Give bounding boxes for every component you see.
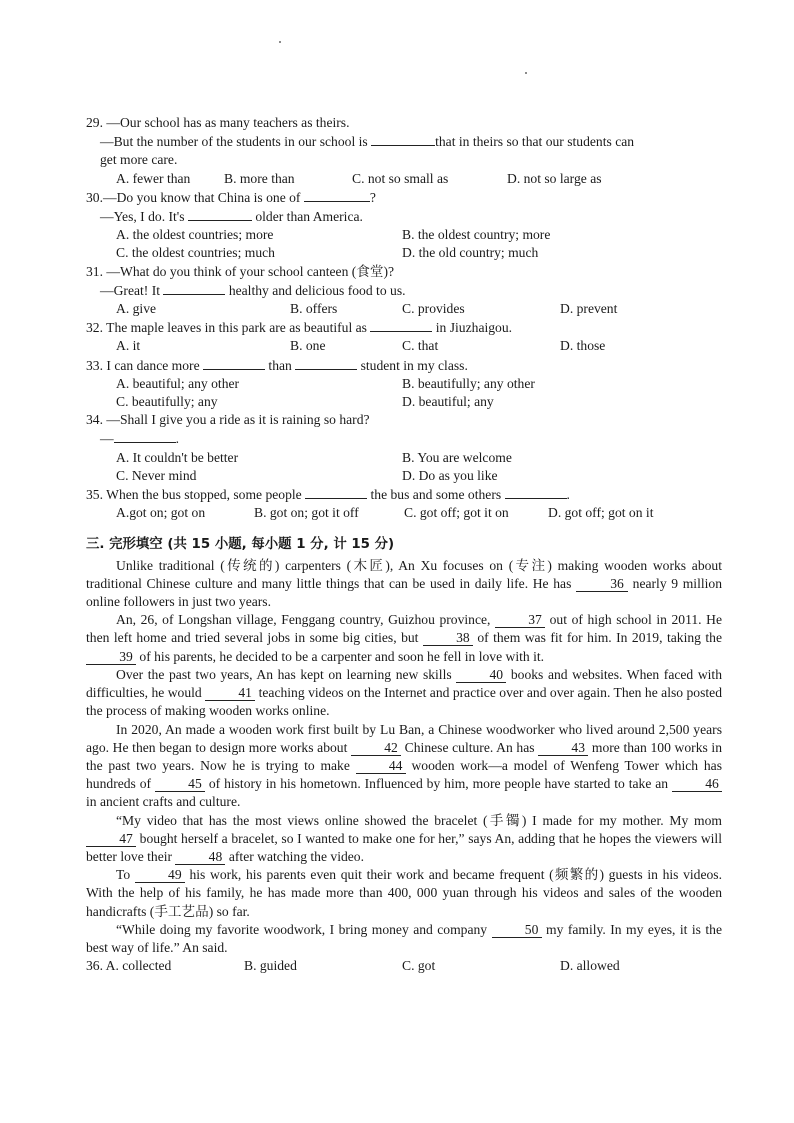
option-b[interactable]: B. beautifully; any other bbox=[402, 375, 535, 391]
answer-blank[interactable] bbox=[188, 207, 252, 221]
question-34-stem: 34. —Shall I give you a ride as it is raining so hard? bbox=[86, 412, 370, 428]
option-b[interactable]: B. offers bbox=[290, 301, 338, 317]
question-29-options bbox=[86, 170, 722, 188]
answer-blank[interactable] bbox=[203, 356, 265, 370]
option-d[interactable]: D. those bbox=[560, 338, 606, 354]
question-32-stem: 32. The maple leaves in this park are as beautiful as in Jiuzhaigou. bbox=[86, 320, 513, 336]
option-d[interactable]: D. allowed bbox=[560, 958, 620, 974]
option-a[interactable]: 36. A. collected bbox=[86, 958, 172, 974]
option-d[interactable]: D. beautiful; any bbox=[402, 394, 494, 410]
option-a[interactable]: A.got on; got on bbox=[116, 505, 206, 521]
section-heading: 三. 完形填空 (共 15 小题, 每小题 1 分, 计 15 分) bbox=[86, 537, 395, 553]
question-34-options-row1 bbox=[86, 449, 722, 467]
option-d[interactable]: D. not so large as bbox=[507, 170, 602, 186]
question-33-options-row2 bbox=[86, 393, 722, 411]
passage-paragraph: An, 26, of Longshan village, Fenggang country, Guizhou province, 37 out of high school in 2011. He then left home and tried several jobs in some big cities, but 38 of them was fit for him. In 2019, taking the 39 of his parents, he decided to be a carpenter and soon he fell in love with it. bbox=[86, 612, 722, 664]
answer-blank[interactable] bbox=[295, 356, 357, 370]
cloze-blank-38[interactable]: 38 bbox=[423, 631, 473, 646]
exam-page bbox=[86, 114, 722, 975]
question-31-options bbox=[86, 300, 722, 318]
answer-blank[interactable] bbox=[163, 281, 225, 295]
question-32-options bbox=[86, 337, 722, 355]
cloze-blank-42[interactable]: 42 bbox=[351, 741, 401, 756]
passage-paragraph: To 49 his work, his parents even quit their work and became frequent (频繁的) guests in his videos. With the help of his family, he has made more than 400, 000 yuan through his videos and sales of the wooden handicrafts (手工艺品) so far. bbox=[86, 867, 722, 919]
question-29-reply-cont: get more care. bbox=[100, 152, 178, 168]
option-c[interactable]: C. not so small as bbox=[352, 170, 449, 186]
option-c[interactable]: C. beautifully; any bbox=[116, 394, 218, 410]
question-34-options-row2 bbox=[86, 467, 722, 485]
answer-blank[interactable] bbox=[505, 485, 567, 499]
question-30-options-row2 bbox=[86, 244, 722, 262]
option-b[interactable]: B. You are welcome bbox=[402, 449, 512, 465]
cloze-blank-41[interactable]: 41 bbox=[205, 686, 255, 701]
passage-paragraph: Over the past two years, An has kept on learning new skills 40 books and websites. When faced with difficulties, he would 41 teaching videos on the Internet and practice over and over again. Then he also posted the process of making wooden works online. bbox=[86, 666, 723, 719]
question-36-options bbox=[86, 957, 722, 975]
option-d[interactable]: D. got off; got on it bbox=[548, 505, 654, 521]
question-30-stem: 30.—Do you know that China is one of ? bbox=[86, 189, 376, 205]
option-b[interactable]: B. guided bbox=[244, 958, 297, 974]
answer-blank[interactable] bbox=[114, 429, 176, 443]
answer-blank[interactable] bbox=[371, 132, 435, 146]
option-b[interactable]: B. the oldest country; more bbox=[402, 227, 551, 243]
option-b[interactable]: B. more than bbox=[224, 170, 295, 186]
option-a[interactable]: A. It couldn't be better bbox=[116, 449, 239, 465]
cloze-blank-49[interactable]: 49 bbox=[135, 868, 185, 883]
option-a[interactable]: A. it bbox=[116, 338, 141, 354]
option-c[interactable]: C. that bbox=[402, 338, 439, 354]
option-a[interactable]: A. beautiful; any other bbox=[116, 375, 240, 391]
answer-blank[interactable] bbox=[304, 188, 370, 202]
option-d[interactable]: D. prevent bbox=[560, 301, 618, 317]
question-29-reply: —But the number of the students in our school is that in theirs so that our students can bbox=[100, 134, 635, 150]
cloze-blank-40[interactable]: 40 bbox=[456, 668, 506, 683]
option-a[interactable]: A. fewer than bbox=[116, 170, 191, 186]
cloze-blank-43[interactable]: 43 bbox=[538, 741, 588, 756]
option-c[interactable]: C. Never mind bbox=[116, 467, 197, 483]
cloze-blank-50[interactable]: 50 bbox=[492, 923, 542, 938]
cloze-blank-44[interactable]: 44 bbox=[356, 759, 406, 774]
question-30-options-row1 bbox=[86, 226, 722, 244]
question-33-stem: 33. I can dance more than student in my class. bbox=[86, 357, 468, 373]
option-b[interactable]: B. one bbox=[290, 338, 326, 354]
option-c[interactable]: C. got bbox=[402, 958, 436, 974]
cloze-blank-48[interactable]: 48 bbox=[175, 850, 225, 865]
question-33-options-row1 bbox=[86, 375, 722, 393]
cloze-blank-45[interactable]: 45 bbox=[155, 777, 205, 792]
question-34-reply: — . bbox=[100, 431, 179, 447]
option-b[interactable]: B. got on; got it off bbox=[254, 505, 359, 521]
question-31-stem: 31. —What do you think of your school canteen (食堂)? bbox=[86, 263, 395, 279]
answer-blank[interactable] bbox=[305, 485, 367, 499]
option-a[interactable]: A. the oldest countries; more bbox=[116, 227, 274, 243]
option-d[interactable]: D. the old country; much bbox=[402, 245, 539, 261]
passage-paragraph: Unlike traditional (传统的) carpenters (木匠), An Xu focuses on (专注) making wooden works about traditional Chinese culture and many little things that can be used in daily life. He has 36 nearly 9 million online followers in just two years. bbox=[86, 557, 722, 610]
passage-paragraph: In 2020, An made a wooden work first built by Lu Ban, a Chinese woodworker who lived around 2,500 years ago. He then began to design more works about 42 Chinese culture. An has 43 more than 100 works in the past two years. Now he is trying to make 44 wooden work—a model of Wenfeng Tower which has hundreds of 45 of history in his hometown. Influenced by him, more people have started to take an 46 in ancient crafts and culture. bbox=[86, 721, 723, 810]
cloze-blank-36[interactable]: 36 bbox=[576, 577, 628, 592]
question-35-options bbox=[86, 504, 722, 522]
option-a[interactable]: A. give bbox=[116, 301, 157, 317]
cloze-blank-47[interactable]: 47 bbox=[86, 832, 136, 847]
option-c[interactable]: C. got off; got it on bbox=[404, 505, 509, 521]
question-29-stem: 29. —Our school has as many teachers as theirs. bbox=[86, 115, 350, 130]
scan-speck bbox=[279, 41, 281, 43]
option-c[interactable]: C. provides bbox=[402, 301, 465, 317]
question-30-reply: —Yes, I do. It's older than America. bbox=[100, 209, 363, 225]
option-c[interactable]: C. the oldest countries; much bbox=[116, 245, 275, 261]
answer-blank[interactable] bbox=[370, 318, 432, 332]
cloze-blank-39[interactable]: 39 bbox=[86, 650, 136, 665]
passage-paragraph: “While doing my favorite woodwork, I bring money and company 50 my family. In my eyes, it is the best way of life.” An said. bbox=[86, 921, 722, 955]
passage-paragraph: “My video that has the most views online showed the bracelet (手镯) I made for my mother. My mom 47 bought herself a bracelet, so I wanted to make one for her,” says An, adding that he hopes the viewers will better love their 48 after watching the video. bbox=[86, 812, 722, 864]
scan-speck bbox=[525, 72, 527, 74]
cloze-blank-46[interactable]: 46 bbox=[672, 777, 722, 792]
question-35-stem: 35. When the bus stopped, some people the bus and some others . bbox=[86, 487, 570, 503]
question-31-reply: —Great! It healthy and delicious food to us. bbox=[100, 282, 406, 298]
cloze-blank-37[interactable]: 37 bbox=[495, 613, 545, 628]
option-d[interactable]: D. Do as you like bbox=[402, 467, 498, 483]
